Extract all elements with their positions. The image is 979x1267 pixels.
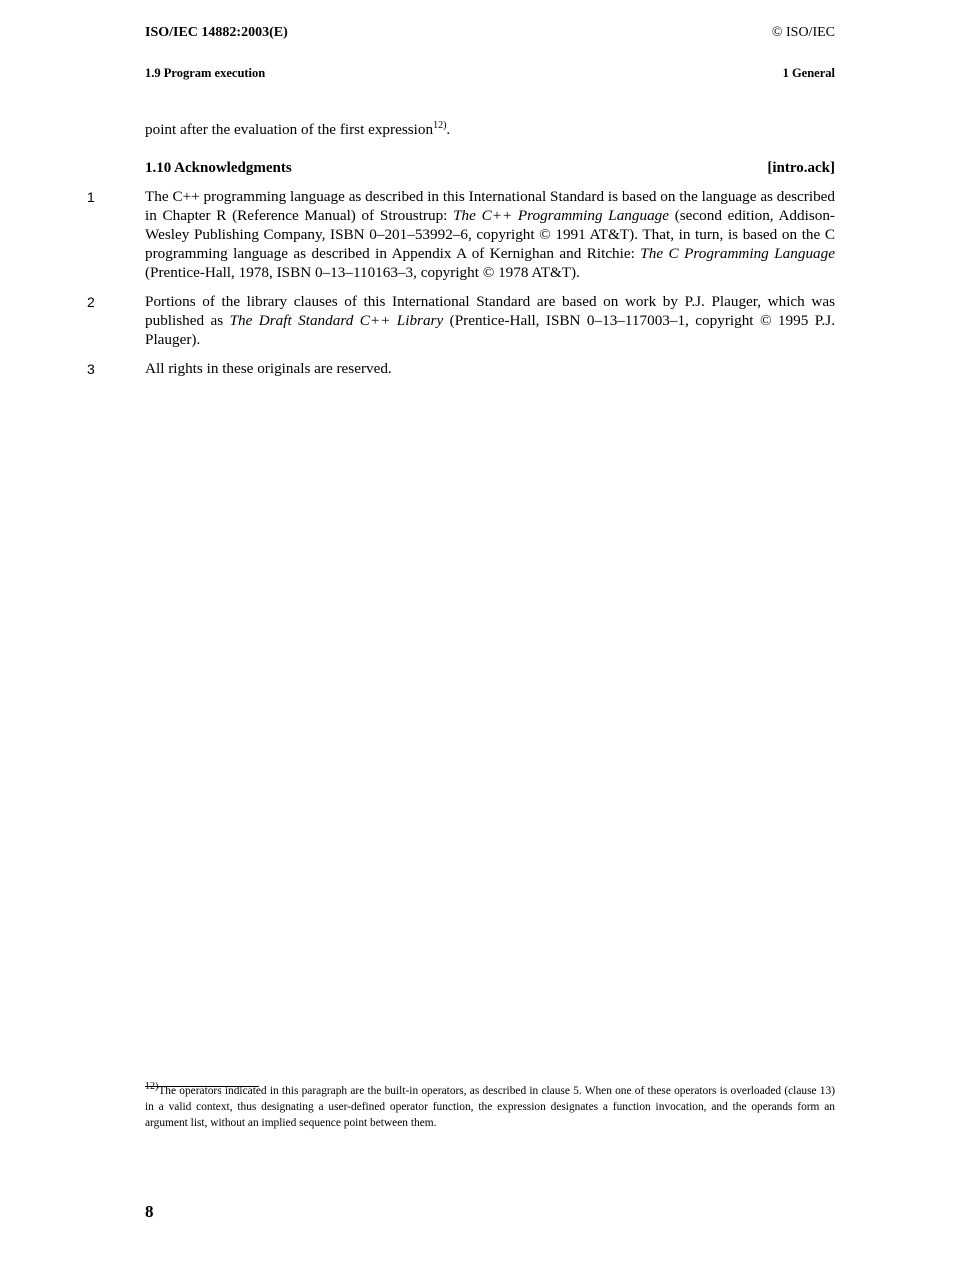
paragraph-number: 2 — [87, 294, 95, 310]
footnote-number: 12) — [145, 1081, 159, 1093]
paragraph-2 — [145, 292, 835, 349]
continuation-line — [145, 120, 835, 139]
footnote-text: The operators indicated in this paragraph are the built-in operators, as described in clause 5. When one of these operators is overloaded (clause 13) in a valid context, thus designating a user-defined operator function, the expression designates a function invocation, and the operands form an argument list, without an implied sequence point between them. — [145, 1085, 835, 1129]
paragraph-number: 1 — [87, 189, 95, 205]
section-header: 1.9 Program execution — [145, 66, 266, 80]
paragraph-number: 3 — [87, 361, 95, 377]
continuation-end: . — [446, 121, 451, 138]
paragraph-1-text-b: (second edition, Addison-Wesley Publishing Company, ISBN 0–201–53992–6, copyright © 1991 AT&T). That, in turn, is based on the C programming language as described in Appendix A of Kernighan and Ritchie: — [145, 207, 835, 262]
copyright-notice: © ISO/IEC — [771, 25, 835, 40]
section-title: 1.10 Acknowledgments — [145, 160, 292, 176]
continuation-text: point after the evaluation of the first expression — [145, 121, 434, 138]
footnote — [145, 1083, 835, 1131]
book-title-c: The C Programming Language — [640, 245, 835, 262]
book-title-cpp: The C++ Programming Language — [453, 207, 669, 224]
paragraph-3: All rights in these originals are reserved. — [145, 360, 392, 377]
chapter-header: 1 General — [782, 66, 835, 80]
page-number: 8 — [145, 1202, 154, 1221]
paragraph-1 — [145, 187, 835, 282]
paragraph-1-text-a: The C++ programming language as described in this International Standard is based on the language as described in Chapter R (Reference Manual) of Stroustrup: — [145, 188, 835, 224]
footnote-ref[interactable]: 12) — [433, 119, 447, 131]
paragraph-1-text-c: (Prentice-Hall, 1978, ISBN 0–13–110163–3, copyright © 1978 AT&T). — [145, 264, 580, 281]
paragraph-2-text-b: (Prentice-Hall, ISBN 0–13–117003–1, copyright © 1995 P.J. Plauger). — [145, 312, 836, 348]
section-tag: [intro.ack] — [767, 160, 835, 176]
document-id: ISO/IEC 14882:2003(E) — [145, 25, 288, 40]
book-title-library: The Draft Standard C++ Library — [229, 312, 444, 329]
paragraph-2-text-a: Portions of the library clauses of this International Standard are based on work by P.J. Plauger, which was published as — [145, 293, 835, 329]
